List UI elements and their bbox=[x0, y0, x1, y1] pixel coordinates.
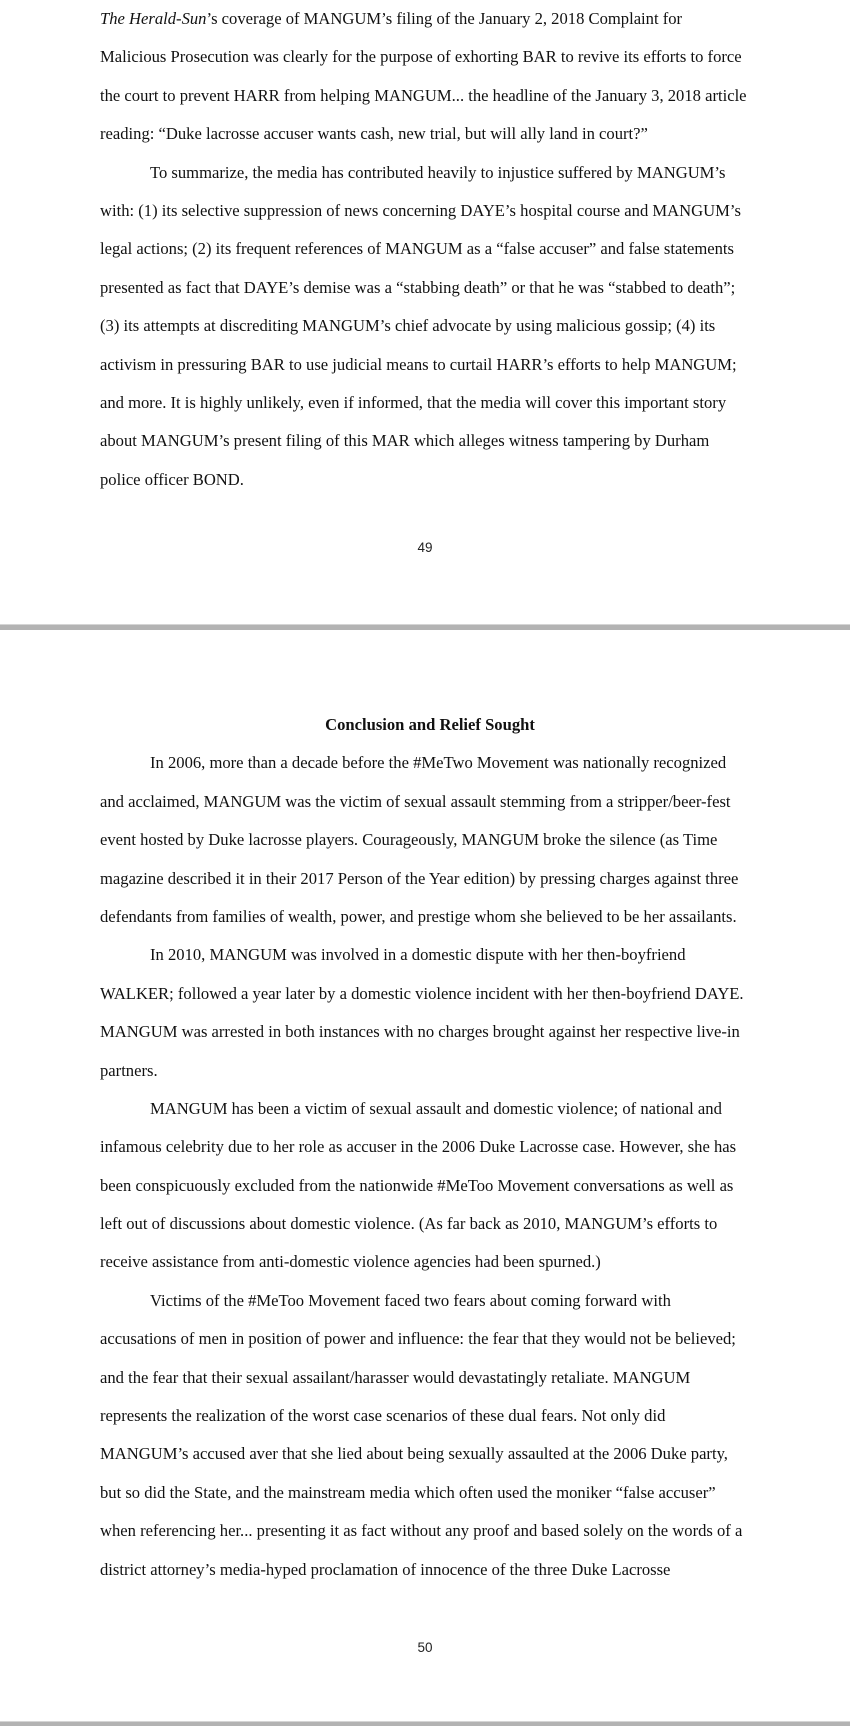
page-number: 49 bbox=[417, 540, 433, 555]
text-line: To summarize, the media has contributed heavily to injustice suffered by MANGUM’s bbox=[150, 162, 726, 182]
text-line bbox=[100, 0, 760, 38]
page-separator bbox=[0, 1721, 850, 1726]
text-line: represents the realization of the worst case scenarios of these dual fears. Not only did bbox=[100, 1406, 666, 1426]
document-page-49 bbox=[0, 0, 850, 624]
text-line: In 2006, more than a decade before the #MeTwo Movement was nationally recognized bbox=[150, 753, 727, 773]
page-50-body bbox=[100, 706, 760, 1589]
text-line: activism in pressuring BAR to use judicial means to curtail HARR’s efforts to help MANGUM; bbox=[100, 354, 737, 374]
text-line: Malicious Prosecution was clearly for the purpose of exhorting BAR to revive its efforts to force bbox=[100, 47, 742, 67]
text-line: but so did the State, and the mainstream media which often used the moniker “false accuser” bbox=[100, 1482, 716, 1502]
text-line: infamous celebrity due to her role as accuser in the 2006 Duke Lacrosse case. However, she has bbox=[100, 1137, 737, 1157]
text-line: event hosted by Duke lacrosse players. Courageously, MANGUM broke the silence (as Time bbox=[100, 830, 718, 850]
text-run: ’s coverage of MANGUM’s filing of the January 2, 2018 Complaint for bbox=[206, 9, 683, 28]
text-line: and acclaimed, MANGUM was the victim of sexual assault stemming from a stripper/beer-fest bbox=[100, 791, 731, 811]
text-line: In 2010, MANGUM was involved in a domestic dispute with her then-boyfriend bbox=[150, 945, 686, 965]
text-line: partners. bbox=[100, 1060, 158, 1080]
text-line: police officer BOND. bbox=[100, 469, 244, 489]
text-line: WALKER; followed a year later by a domestic violence incident with her then-boyfriend DAYE. bbox=[100, 983, 744, 1003]
text-line: defendants from families of wealth, power, and prestige whom she believed to be her assailants. bbox=[100, 906, 737, 926]
text-line: presented as fact that DAYE’s demise was a “stabbing death” or that he was “stabbed to death”; bbox=[100, 277, 736, 297]
text-line: receive assistance from anti-domestic violence agencies had been spurned.) bbox=[100, 1252, 601, 1272]
text-line: with: (1) its selective suppression of news concerning DAYE’s hospital course and MANGUM’s bbox=[100, 200, 741, 220]
text-line: MANGUM has been a victim of sexual assault and domestic violence; of national and bbox=[150, 1098, 722, 1118]
text-line: MANGUM’s accused aver that she lied about being sexually assaulted at the 2006 Duke party, bbox=[100, 1444, 728, 1464]
section-heading: Conclusion and Relief Sought bbox=[325, 715, 535, 734]
text-line: legal actions; (2) its frequent references of MANGUM as a “false accuser” and false statements bbox=[100, 239, 734, 259]
text-line: (3) its attempts at discrediting MANGUM’s chief advocate by using malicious gossip; (4) its bbox=[100, 316, 716, 336]
text-line: been conspicuously excluded from the nationwide #MeToo Movement conversations as well as bbox=[100, 1175, 734, 1195]
text-line: about MANGUM’s present filing of this MAR which alleges witness tampering by Durham bbox=[100, 431, 710, 451]
text-line: district attorney’s media-hyped proclamation of innocence of the three Duke Lacrosse bbox=[100, 1559, 671, 1579]
text-line: and the fear that their sexual assailant/harasser would devastatingly retaliate. MANGUM bbox=[100, 1367, 691, 1387]
text-line: left out of discussions about domestic violence. (As far back as 2010, MANGUM’s efforts to bbox=[100, 1214, 718, 1234]
page-49-body bbox=[100, 0, 760, 499]
page-number: 50 bbox=[417, 1640, 433, 1655]
text-line: when referencing her... presenting it as fact without any proof and based solely on the words of a bbox=[100, 1521, 743, 1541]
text-line: the court to prevent HARR from helping MANGUM... the headline of the January 3, 2018 article bbox=[100, 85, 747, 105]
text-line: accusations of men in position of power and influence: the fear that they would not be believed; bbox=[100, 1329, 736, 1349]
text-line: and more. It is highly unlikely, even if informed, that the media will cover this important story bbox=[100, 392, 727, 412]
text-line: Victims of the #MeToo Movement faced two fears about coming forward with bbox=[150, 1290, 671, 1310]
text-line: reading: “Duke lacrosse accuser wants cash, new trial, but will ally land in court?” bbox=[100, 124, 648, 144]
text-line: magazine described it in their 2017 Person of the Year edition) by pressing charges against three bbox=[100, 868, 739, 888]
publication-title: The Herald-Sun bbox=[100, 9, 207, 28]
text-line: MANGUM was arrested in both instances with no charges brought against her respective live-in bbox=[100, 1022, 740, 1042]
